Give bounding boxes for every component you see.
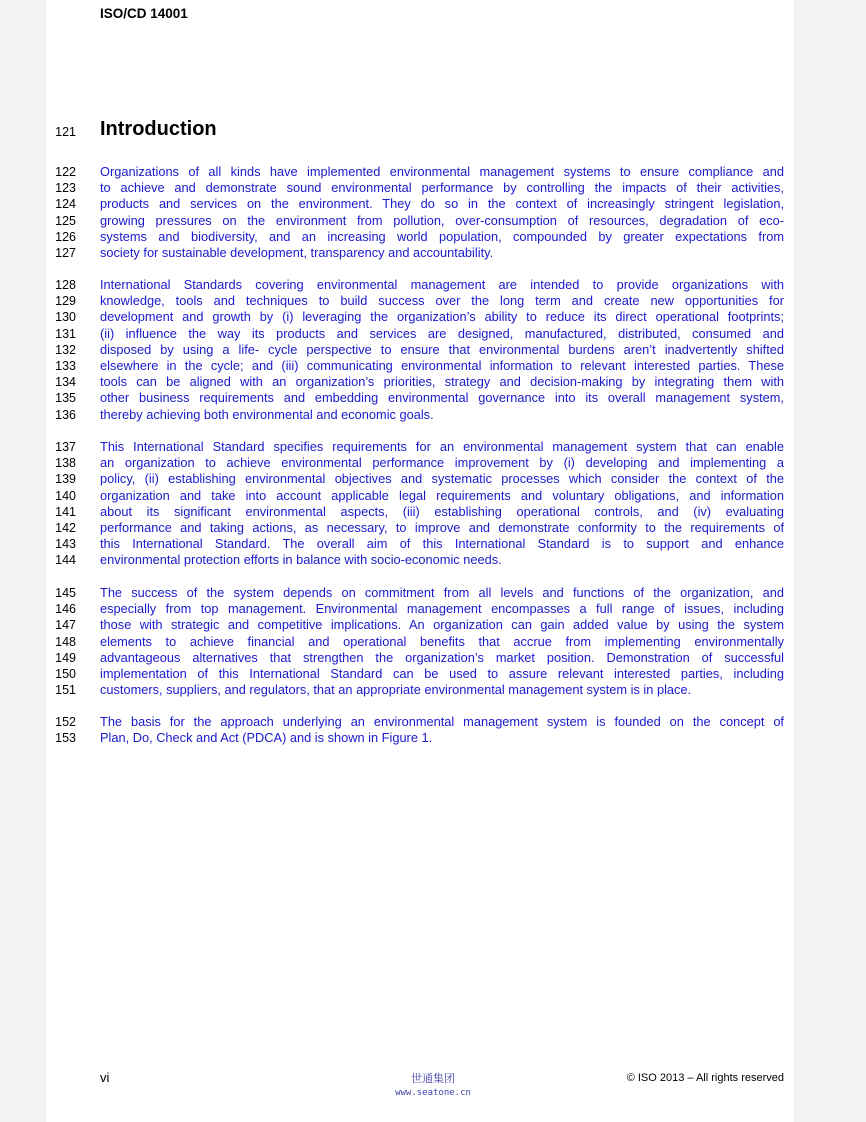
text-line	[0, 601, 866, 617]
line-text: environmental protection efforts in balance with socio-economic needs.	[100, 552, 502, 568]
line-text: growing pressures on the environment from pollution, over-consumption of resources, degradation of eco-	[100, 212, 784, 228]
text-line	[0, 358, 866, 374]
text-line	[0, 213, 866, 229]
line-text: development and growth by (i) leveraging the organization’s ability to reduce its direct operational footprints;	[100, 309, 784, 325]
line-text: those with strategic and competitive implications. An organization can gain added value by using the system	[100, 617, 784, 633]
text-line	[0, 536, 866, 552]
text-line	[0, 714, 866, 730]
document-header-id: ISO/CD 14001	[100, 6, 188, 21]
text-line	[0, 293, 866, 309]
line-text: an organization to achieve environmental performance improvement by (i) developing and implementing a	[100, 455, 784, 471]
line-number: 146	[55, 602, 76, 617]
footer-page-number: vi	[100, 1070, 110, 1085]
line-number: 133	[55, 358, 76, 373]
line-text: performance and taking actions, as necessary, to improve and demonstrate conformity to the requirements of	[100, 519, 784, 535]
line-number: 138	[55, 456, 76, 471]
line-text: organization and take into account applicable legal requirements and voluntary obligations, and information	[100, 487, 784, 503]
text-line	[0, 634, 866, 650]
text-line	[0, 374, 866, 390]
line-number: 128	[55, 278, 76, 292]
line-number: 126	[55, 229, 76, 244]
text-line	[0, 617, 866, 633]
paragraph	[0, 439, 866, 569]
line-number: 140	[55, 488, 76, 503]
text-line	[0, 245, 866, 261]
text-line	[0, 277, 866, 293]
paragraph	[0, 164, 866, 261]
text-line	[0, 520, 866, 536]
text-line	[0, 326, 866, 342]
line-text: especially from top management. Environmental management encompasses a full range of issues, including	[100, 601, 784, 617]
line-text: products and services on the environment. They do so in the context of increasingly stringent legislation,	[100, 196, 784, 212]
line-number: 144	[55, 553, 76, 568]
line-text: The success of the system depends on commitment from all levels and functions of the organization, and	[100, 585, 784, 600]
line-text: knowledge, tools and techniques to build success over the long term and create new opportunities for	[100, 293, 784, 309]
text-line	[0, 196, 866, 212]
line-number: 147	[55, 618, 76, 633]
line-text: International Standards covering environmental management are intended to provide organizations with	[100, 277, 784, 292]
line-number: 129	[55, 294, 76, 309]
text-line	[0, 439, 866, 455]
text-line	[0, 552, 866, 568]
line-number: 134	[55, 375, 76, 390]
line-number: 149	[55, 650, 76, 665]
line-number: 125	[55, 213, 76, 228]
text-line	[0, 682, 866, 698]
text-line	[0, 164, 866, 180]
line-text: customers, suppliers, and regulators, that an appropriate environmental management system is in place.	[100, 682, 692, 698]
line-number: 132	[55, 342, 76, 357]
line-number: 127	[55, 245, 76, 260]
line-number: 137	[55, 440, 76, 454]
text-line	[0, 488, 866, 504]
line-text: elements to achieve financial and operational benefits that accrue from implementing environmentally	[100, 633, 784, 649]
line-text: Organizations of all kinds have implemented environmental management systems to ensure compliance and	[100, 164, 784, 179]
text-line	[0, 504, 866, 520]
line-text: This International Standard specifies requirements for an environmental management system that can enable	[100, 439, 784, 454]
text-line	[0, 666, 866, 682]
line-number: 139	[55, 472, 76, 487]
line-text: (ii) influence the way its products and services are designed, manufactured, distributed, consumed and	[100, 325, 784, 341]
text-line	[0, 585, 866, 601]
text-line	[0, 471, 866, 487]
line-number: 135	[55, 391, 76, 406]
paragraph	[0, 585, 866, 698]
text-line	[0, 390, 866, 406]
line-number: 136	[55, 407, 76, 422]
text-line	[0, 650, 866, 666]
line-number: 124	[55, 197, 76, 212]
footer-brand: 世通集团	[411, 1072, 455, 1085]
line-number: 150	[55, 666, 76, 681]
line-text: society for sustainable development, transparency and accountability.	[100, 244, 494, 260]
line-number: 152	[55, 715, 76, 729]
line-number: 141	[55, 504, 76, 519]
section-title: Introduction	[100, 118, 217, 140]
line-number: 145	[55, 586, 76, 600]
line-text: this International Standard. The overall aim of this International Standard is to support and enhance	[100, 536, 784, 552]
line-text: policy, (ii) establishing environmental objectives and systematic processes which consider the context of the	[100, 471, 784, 487]
footer-copyright: © ISO 2013 – All rights reserved	[626, 1072, 784, 1084]
line-number: 148	[55, 634, 76, 649]
paragraph	[0, 714, 866, 746]
line-number: 142	[55, 520, 76, 535]
paragraph	[0, 277, 866, 423]
text-line	[0, 407, 866, 423]
text-line	[0, 229, 866, 245]
line-text: systems and biodiversity, and an increasing world population, compounded by greater expectations from	[100, 228, 784, 244]
line-text: about its significant environmental aspects, (iii) establishing operational controls, and (iv) evaluating	[100, 503, 784, 519]
line-number: 123	[55, 181, 76, 196]
line-text: other business requirements and embedding environmental governance into its overall management system,	[100, 390, 784, 406]
line-text: disposed by using a life- cycle perspective to ensure that environmental burdens aren’t inadvertently shifted	[100, 341, 784, 357]
line-text: Plan, Do, Check and Act (PDCA) and is shown in Figure 1.	[100, 730, 433, 746]
text-line	[0, 342, 866, 358]
line-text: elsewhere in the cycle; and (iii) communicating environmental information to relevant interested parties. These	[100, 357, 784, 373]
footer-watermark	[343, 1070, 523, 1098]
text-line	[0, 455, 866, 471]
line-number: 143	[55, 537, 76, 552]
line-text: The basis for the approach underlying an environmental management system is founded on the concept of	[100, 714, 784, 729]
line-text: advantageous alternatives that strengthen the organization’s market position. Demonstration of successful	[100, 649, 784, 665]
text-line	[0, 180, 866, 196]
footer-url[interactable]: www.seatone.cn	[395, 1088, 471, 1098]
section-line-number: 121	[55, 125, 76, 139]
line-number: 153	[55, 731, 76, 746]
text-line	[0, 309, 866, 325]
line-number: 151	[55, 683, 76, 698]
line-number: 131	[55, 326, 76, 341]
line-number: 130	[55, 310, 76, 325]
line-text: implementation of this International Standard can be used to assure relevant interested parties, including	[100, 665, 784, 681]
line-text: tools can be aligned with an organization’s priorities, strategy and decision-making by integrating them with	[100, 374, 784, 390]
text-line	[0, 730, 866, 746]
line-number: 122	[55, 165, 76, 179]
line-text: to achieve and demonstrate sound environmental performance by controlling the impacts of their activities,	[100, 180, 784, 196]
line-text: thereby achieving both environmental and economic goals.	[100, 406, 434, 422]
